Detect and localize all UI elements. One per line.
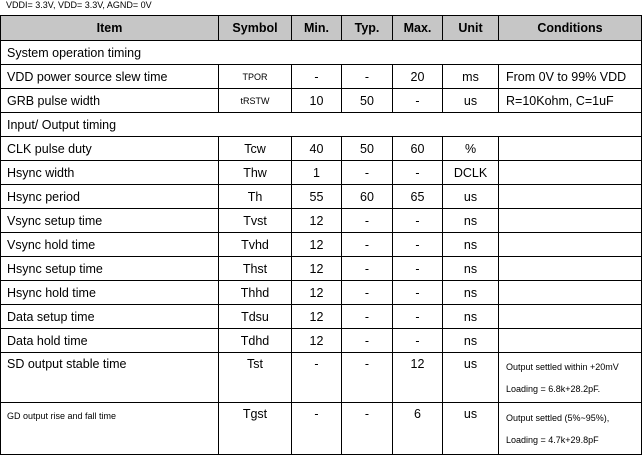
section-io-label: Input/ Output timing: [1, 113, 642, 137]
unit-cell: %: [443, 137, 499, 161]
max-cell: -: [393, 233, 443, 257]
symbol-cell: Tst: [219, 353, 292, 403]
max-cell: -: [393, 305, 443, 329]
max-cell: 6: [393, 403, 443, 455]
typ-cell: -: [342, 257, 393, 281]
unit-cell: ns: [443, 257, 499, 281]
conditions-cell: [499, 353, 642, 403]
unit-cell: ns: [443, 305, 499, 329]
max-cell: -: [393, 281, 443, 305]
typ-cell: 50: [342, 89, 393, 113]
section-row: [1, 41, 642, 65]
item-cell: Vsync hold time: [1, 233, 219, 257]
max-cell: 65: [393, 185, 443, 209]
min-cell: 12: [292, 233, 342, 257]
table-row: [1, 257, 642, 281]
unit-cell: us: [443, 403, 499, 455]
conditions-cell: [499, 257, 642, 281]
table-row: [1, 65, 642, 89]
table-row: [1, 185, 642, 209]
symbol-cell: Tvst: [219, 209, 292, 233]
conditions-cell: From 0V to 99% VDD: [499, 65, 642, 89]
min-cell: 12: [292, 209, 342, 233]
typ-cell: -: [342, 353, 393, 403]
max-cell: -: [393, 257, 443, 281]
table-row: [1, 403, 642, 455]
min-cell: -: [292, 65, 342, 89]
table-row: [1, 209, 642, 233]
header-symbol: Symbol: [219, 16, 292, 41]
symbol-cell: Tcw: [219, 137, 292, 161]
header-typ: Typ.: [342, 16, 393, 41]
min-cell: 12: [292, 257, 342, 281]
table-row: [1, 353, 642, 403]
item-cell: Data setup time: [1, 305, 219, 329]
symbol-cell: Tgst: [219, 403, 292, 455]
unit-cell: us: [443, 185, 499, 209]
min-cell: -: [292, 353, 342, 403]
item-cell: VDD power source slew time: [1, 65, 219, 89]
table-row: [1, 89, 642, 113]
unit-cell: ns: [443, 329, 499, 353]
conditions-cell: [499, 329, 642, 353]
typ-cell: 50: [342, 137, 393, 161]
typ-cell: -: [342, 329, 393, 353]
item-cell: Hsync width: [1, 161, 219, 185]
conditions-line: Loading = 6.8k+28.2pF.: [506, 383, 601, 394]
symbol-cell: Tdhd: [219, 329, 292, 353]
typ-cell: 60: [342, 185, 393, 209]
max-cell: 20: [393, 65, 443, 89]
unit-cell: ns: [443, 281, 499, 305]
max-cell: -: [393, 161, 443, 185]
header-min: Min.: [292, 16, 342, 41]
conditions-cell: [499, 305, 642, 329]
item-cell: GRB pulse width: [1, 89, 219, 113]
table-row: [1, 161, 642, 185]
min-cell: -: [292, 403, 342, 455]
conditions-cell: [499, 161, 642, 185]
conditions-cell: [499, 281, 642, 305]
min-cell: 12: [292, 281, 342, 305]
item-cell: Hsync period: [1, 185, 219, 209]
supply-conditions-note: VDDI= 3.3V, VDD= 3.3V, AGND= 0V: [6, 0, 152, 10]
unit-cell: ns: [443, 209, 499, 233]
min-cell: 12: [292, 305, 342, 329]
item-cell: Data hold time: [1, 329, 219, 353]
table-row: [1, 329, 642, 353]
conditions-cell: [499, 185, 642, 209]
min-cell: 1: [292, 161, 342, 185]
item-cell: SD output stable time: [1, 353, 219, 403]
max-cell: 60: [393, 137, 443, 161]
conditions-cell: [499, 137, 642, 161]
max-cell: -: [393, 329, 443, 353]
item-cell: GD output rise and fall time: [1, 403, 219, 455]
section-system-label: System operation timing: [1, 41, 642, 65]
symbol-cell: Tvhd: [219, 233, 292, 257]
typ-cell: -: [342, 209, 393, 233]
conditions-cell: [499, 233, 642, 257]
typ-cell: -: [342, 65, 393, 89]
unit-cell: us: [443, 89, 499, 113]
typ-cell: -: [342, 233, 393, 257]
min-cell: 12: [292, 329, 342, 353]
unit-cell: us: [443, 353, 499, 403]
symbol-cell: Tdsu: [219, 305, 292, 329]
conditions-cell: [499, 403, 642, 455]
max-cell: 12: [393, 353, 443, 403]
max-cell: -: [393, 89, 443, 113]
typ-cell: -: [342, 281, 393, 305]
symbol-cell: Thw: [219, 161, 292, 185]
typ-cell: -: [342, 161, 393, 185]
section-row: [1, 113, 642, 137]
conditions-line: Output settled (5%~95%),: [506, 412, 610, 423]
table-row: [1, 281, 642, 305]
header-unit: Unit: [443, 16, 499, 41]
header-item: Item: [1, 16, 219, 41]
symbol-cell: Thhd: [219, 281, 292, 305]
header-row: [1, 16, 642, 41]
table-row: [1, 233, 642, 257]
conditions-line: Loading = 4.7k+29.8pF: [506, 434, 599, 445]
conditions-cell: R=10Kohm, C=1uF: [499, 89, 642, 113]
typ-cell: -: [342, 403, 393, 455]
min-cell: 55: [292, 185, 342, 209]
unit-cell: ns: [443, 233, 499, 257]
symbol-cell: Thst: [219, 257, 292, 281]
item-cell: Vsync setup time: [1, 209, 219, 233]
unit-cell: DCLK: [443, 161, 499, 185]
unit-cell: ms: [443, 65, 499, 89]
timing-table: [0, 15, 642, 455]
item-cell: Hsync setup time: [1, 257, 219, 281]
item-cell: CLK pulse duty: [1, 137, 219, 161]
item-cell: Hsync hold time: [1, 281, 219, 305]
symbol-cell: tRSTW: [219, 89, 292, 113]
symbol-cell: Th: [219, 185, 292, 209]
typ-cell: -: [342, 305, 393, 329]
table-row: [1, 305, 642, 329]
min-cell: 10: [292, 89, 342, 113]
header-conditions: Conditions: [499, 16, 642, 41]
header-max: Max.: [393, 16, 443, 41]
min-cell: 40: [292, 137, 342, 161]
symbol-cell: TPOR: [219, 65, 292, 89]
table-row: [1, 137, 642, 161]
max-cell: -: [393, 209, 443, 233]
conditions-cell: [499, 209, 642, 233]
conditions-line: Output settled within +20mV: [506, 361, 619, 372]
